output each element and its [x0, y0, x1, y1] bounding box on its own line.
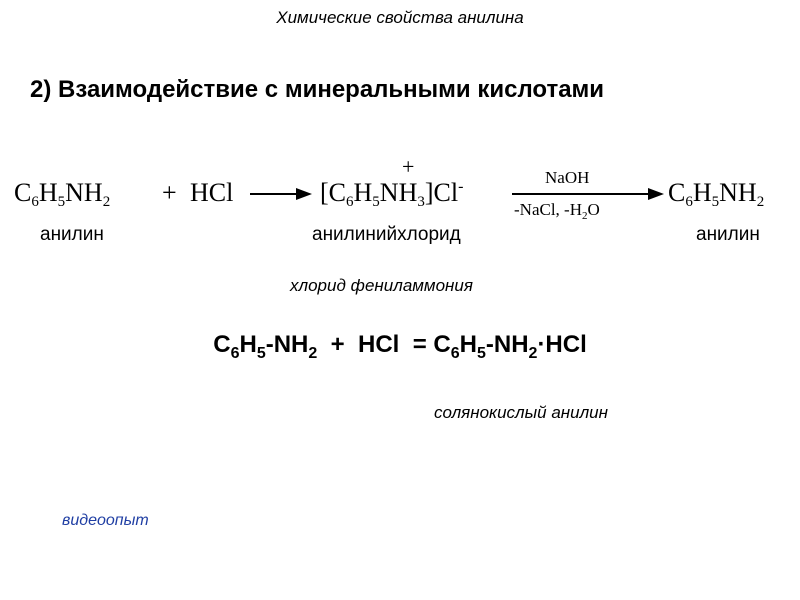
equals-sign: =: [412, 331, 427, 358]
rhs-salt: $C_6H_5-NH_2\cdot HCl$: [433, 331, 587, 362]
video-experiment-link[interactable]: видеоопыт: [62, 512, 149, 529]
reaction-equation-2: [0, 331, 800, 362]
reaction-arrow-1: [250, 186, 312, 202]
nitrogen-charge: +: [402, 154, 415, 179]
salt-common-name: солянокислый анилин: [434, 403, 608, 422]
nitrogen-atom: N: [379, 178, 399, 207]
salt-alternative-name: хлорид фениламмония: [290, 276, 473, 295]
label-reactant-aniline: анилин: [40, 224, 104, 245]
condition-naoh: NaOH: [545, 168, 590, 187]
label-product-aniline: анилин: [696, 224, 760, 245]
reactant-acid-formula: HCl: [190, 178, 234, 207]
condition-byproducts: -NaCl, $-H_2O$: [514, 200, 600, 222]
lhs-aniline: $C_6H_5-NH_2$: [213, 331, 318, 362]
slide-heading: 2) Взаимодействие с минеральными кислотами: [30, 76, 605, 103]
plus-sign: +: [162, 178, 177, 207]
product-aniline-formula: $C_6H_5NH_2$: [668, 178, 765, 210]
reactant-aniline-formula: $C_6H_5NH_2$: [14, 178, 111, 210]
label-anilinium-chloride: анилинийхлорид: [312, 224, 461, 245]
slide-subtitle: Химические свойства анилина: [276, 8, 524, 27]
acid-hcl: HCl: [358, 331, 400, 358]
plus-sign-2: +: [330, 331, 345, 358]
chloride-charge: -: [458, 178, 464, 195]
product-salt-formula: $[C_6H_5NH_3]Cl^-$: [320, 178, 464, 210]
